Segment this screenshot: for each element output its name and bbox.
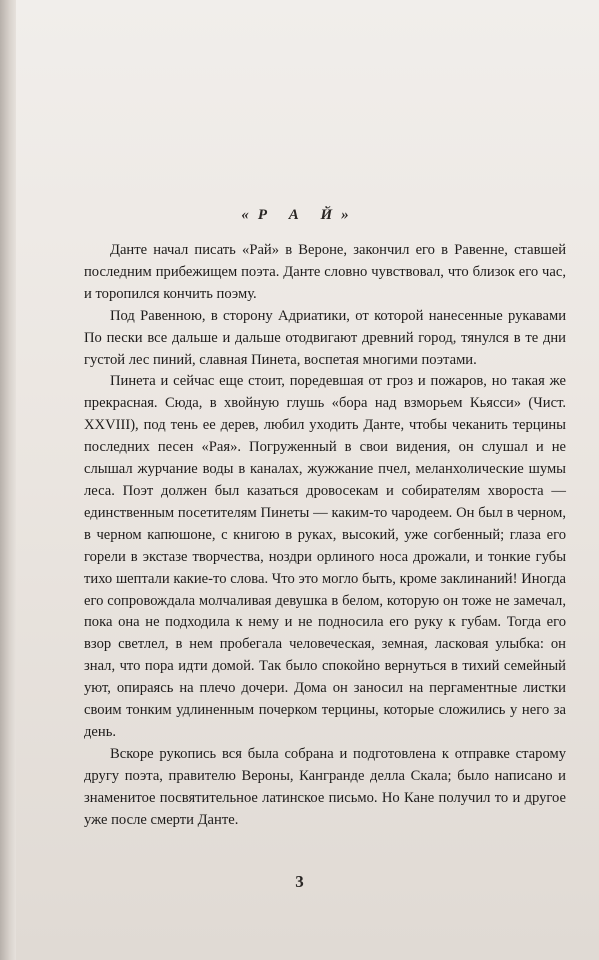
- chapter-title: «Р А Й»: [241, 207, 358, 223]
- paragraph: Вскоре рукопись вся была собрана и подготовлена к отправке старому другу поэта, правителю Вероны, Кангранде делла Скала; было написано и знаменитое посвятительное латинское письмо. Но Кане получил то и другое уже после смерти Данте.: [84, 745, 566, 828]
- paragraph: Пинета и сейчас еще стоит, поредевшая от гроз и пожаров, но такая же прекрасная. Сюда, в хвойную глушь «бора над взморьем Кьясси» (Чист. XXVIII), под тень ее дерев, любил уходить Данте, чтобы чеканить терцины последних песен «Рая». Погруженный в свои видения, он слушал и не слышал журчание воды в каналах, жужжание пчел, меланхолические шумы леса. Поэт должен был казаться дровосекам и собирателям хвороста — единственным посетителям Пинеты — каким-то чародеем. Он был в черном, в черном капюшоне, с книгою в руках, высокий, уже согбенный; глаза его горели в экстазе творчества, ноздри орлиного носа дрожали, и тонкие губы тихо шептали какие-то слова. Что это могло быть, кроме заклинаний! Иногда его сопровождала молчаливая девушка в белом, которую он тоже не замечал, пока она не подходила к нему и не подносила его руку к губам. Тогда его взор светлел, в нем пробегала человеческая, земная, ласковая улыбка: он знал, что пора идти домой. Так было спокойно вернуться в тихий семейный уют, опираясь на плечо дочери. Дома он заносил на пергаментные листки своим тонким удлиненным почерком терцины, которые сложились у него за день.: [84, 373, 566, 740]
- body-text: [84, 240, 566, 831]
- page-gutter: [0, 0, 16, 960]
- paragraph: Под Равенною, в сторону Адриатики, от которой нанесенные рукавами По пески все дальше и дальше отодвигают древний город, тянулся в те дни густой лес пиний, славная Пинета, воспетая многими поэтами.: [84, 307, 566, 368]
- page-number: 3: [295, 872, 304, 891]
- paragraph: Данте начал писать «Рай» в Вероне, закончил его в Равенне, ставшей последним прибежищем поэта. Данте словно чувствовал, что близок его час, и торопился кончить поэму.: [84, 242, 566, 302]
